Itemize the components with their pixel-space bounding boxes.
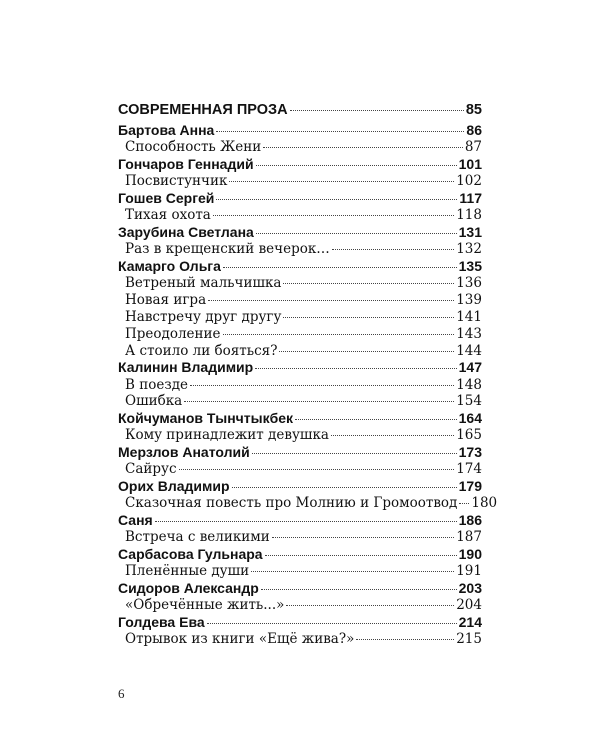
toc-entry-title: Мерзлов Анатолий (118, 444, 250, 461)
toc-author-entry (118, 444, 482, 461)
toc-author-entry (118, 122, 482, 139)
toc-entry-page: 143 (456, 325, 482, 342)
toc-entry-page: 174 (456, 461, 482, 478)
toc-author-entry (118, 546, 482, 563)
toc-entry-title: Посвистунчик (125, 173, 228, 190)
toc-entry-title: Навстречу друг другу (125, 308, 282, 325)
toc-entry-page: 215 (456, 631, 482, 648)
toc-entry-page: 179 (458, 478, 482, 495)
toc-entry-page: 191 (456, 563, 482, 580)
dot-leader (283, 317, 454, 318)
toc-work-entry (118, 173, 482, 190)
toc-work-entry (118, 139, 482, 156)
page-number: 6 (118, 686, 125, 701)
toc-entry-page: 132 (456, 241, 482, 258)
toc-entry-title: Койчуманов Тынчтыкбек (118, 410, 294, 427)
toc-entry-title: «Обречённые жить...» (125, 597, 285, 614)
dot-leader (295, 419, 457, 420)
toc-work-entry (118, 241, 482, 258)
dot-leader (223, 267, 457, 268)
dot-leader (232, 487, 457, 488)
dot-leader (251, 571, 454, 572)
toc-work-entry (118, 275, 482, 292)
toc-work-entry (118, 377, 482, 394)
toc-entry-page: 85 (465, 102, 482, 118)
toc-entry-title: Голдева Ева (118, 614, 205, 631)
toc-author-entry (118, 258, 482, 275)
dot-leader (207, 623, 457, 624)
toc-entry-title: Новая игра (125, 291, 207, 308)
toc-author-entry (118, 512, 482, 529)
toc-entry-title: Калинин Владимир (118, 359, 254, 376)
toc-work-entry (118, 495, 498, 512)
toc-entry-page: 87 (464, 139, 482, 156)
toc-entry-page: 131 (458, 223, 482, 240)
toc-entry-page: 144 (456, 342, 482, 359)
toc-entry-page: 135 (458, 257, 482, 274)
dot-leader (190, 385, 454, 386)
dot-leader (286, 605, 454, 606)
toc-entry-title: Сидоров Александр (118, 580, 259, 597)
dot-leader (283, 283, 454, 284)
toc-author-entry (118, 614, 482, 631)
toc-work-entry (118, 292, 482, 309)
dot-leader (184, 401, 454, 402)
toc-work-entry (118, 461, 482, 478)
toc-entry-title: Зарубина Светлана (118, 223, 254, 240)
toc-entry-page: 187 (456, 529, 482, 546)
toc-entry-page: 173 (458, 444, 482, 461)
toc-entry-page: 214 (458, 614, 482, 631)
toc-entry-title: Способность Жени (125, 139, 262, 156)
dot-leader (265, 555, 457, 556)
toc-work-entry (118, 427, 482, 444)
toc-entry-title: Раз в крещенский вечерок… (125, 241, 330, 258)
toc-entry-title: Сказочная повесть про Молнию и Громоотвод (125, 495, 458, 512)
toc-work-entry (118, 207, 482, 224)
dot-leader (255, 368, 456, 369)
dot-leader (213, 215, 454, 216)
toc-author-entry (118, 190, 482, 207)
toc-entry-title: Гончаров Геннадий (118, 155, 254, 172)
dot-leader (279, 351, 454, 352)
toc-work-entry (118, 309, 482, 326)
toc-entry-page: 154 (456, 393, 482, 410)
toc-author-entry (118, 224, 482, 241)
toc-work-entry (118, 631, 482, 648)
toc-entry-title: Тихая охота (125, 207, 211, 224)
toc-entry-page: 136 (456, 275, 482, 292)
dot-leader (216, 131, 464, 132)
toc-entry-page: 164 (458, 410, 482, 427)
dot-leader (252, 453, 457, 454)
toc-author-entry (118, 156, 482, 173)
toc-work-entry (118, 529, 482, 546)
dot-leader (331, 435, 454, 436)
dot-leader (332, 249, 454, 250)
toc-entry-page: 186 (458, 512, 482, 529)
dot-leader (272, 537, 454, 538)
dot-leader (229, 181, 454, 182)
toc-entry-title: Ошибка (125, 393, 183, 410)
toc-author-entry (118, 410, 482, 427)
toc-author-entry (118, 580, 482, 597)
toc-entry-page: 165 (456, 427, 482, 444)
toc-work-entry (118, 597, 482, 614)
dot-leader (356, 639, 454, 640)
toc-author-entry (118, 478, 482, 495)
dot-leader (155, 521, 457, 522)
toc-entry-page: 139 (456, 291, 482, 308)
dot-leader (179, 469, 455, 470)
toc-author-entry (118, 359, 482, 376)
toc-entry-title: Ветреный мальчишка (125, 275, 282, 292)
dot-leader (223, 334, 455, 335)
toc-entry-page: 141 (456, 308, 482, 325)
toc-entry-title: А стоило ли бояться? (125, 342, 278, 359)
toc-entry-page: 118 (456, 207, 482, 224)
dot-leader (256, 165, 457, 166)
toc-entry-title: В поезде (125, 376, 188, 393)
toc-work-entry (118, 393, 482, 410)
toc-entry-title: Отрывок из книги «Ещё жива?» (125, 631, 355, 648)
dot-leader (256, 233, 457, 234)
toc-entry-page: 86 (466, 122, 482, 138)
toc-entry-title: СОВРЕМЕННАЯ ПРОЗА (118, 102, 288, 118)
toc-entry-page: 180 (471, 495, 498, 512)
toc-entry-title: Пленённые души (125, 563, 250, 580)
dot-leader (261, 589, 457, 590)
dot-leader (290, 110, 464, 111)
toc-entry-title: Камарго Ольга (118, 257, 221, 274)
toc-work-entry (118, 343, 482, 360)
toc-entry-page: 204 (456, 597, 482, 614)
toc-entry-title: Кому принадлежит девушка (125, 427, 329, 444)
toc-entry-title: Сайрус (125, 461, 177, 478)
toc-entry-page: 101 (458, 155, 482, 172)
dot-leader (216, 199, 457, 200)
toc-entry-title: Преодоление (125, 325, 221, 342)
toc-work-entry (118, 563, 482, 580)
toc-entry-page: 117 (459, 189, 482, 206)
toc-work-entry (118, 326, 482, 343)
toc-section-entry (118, 98, 482, 122)
dot-leader (208, 300, 454, 301)
toc-entry-page: 203 (458, 580, 482, 597)
table-of-contents (118, 98, 498, 648)
toc-entry-title: Саня (118, 512, 153, 529)
toc-entry-title: Встреча с великими (125, 529, 270, 546)
toc-entry-page: 148 (456, 376, 482, 393)
toc-entry-title: Орих Владимир (118, 478, 230, 495)
toc-entry-page: 102 (456, 173, 482, 190)
toc-entry-title: Сарбасова Гульнара (118, 546, 263, 563)
dot-leader (459, 503, 469, 504)
toc-entry-title: Гошев Сергей (118, 189, 215, 206)
dot-leader (263, 147, 463, 148)
toc-entry-title: Бартова Анна (118, 122, 215, 138)
toc-entry-page: 147 (458, 359, 482, 376)
toc-entry-page: 190 (458, 546, 482, 563)
